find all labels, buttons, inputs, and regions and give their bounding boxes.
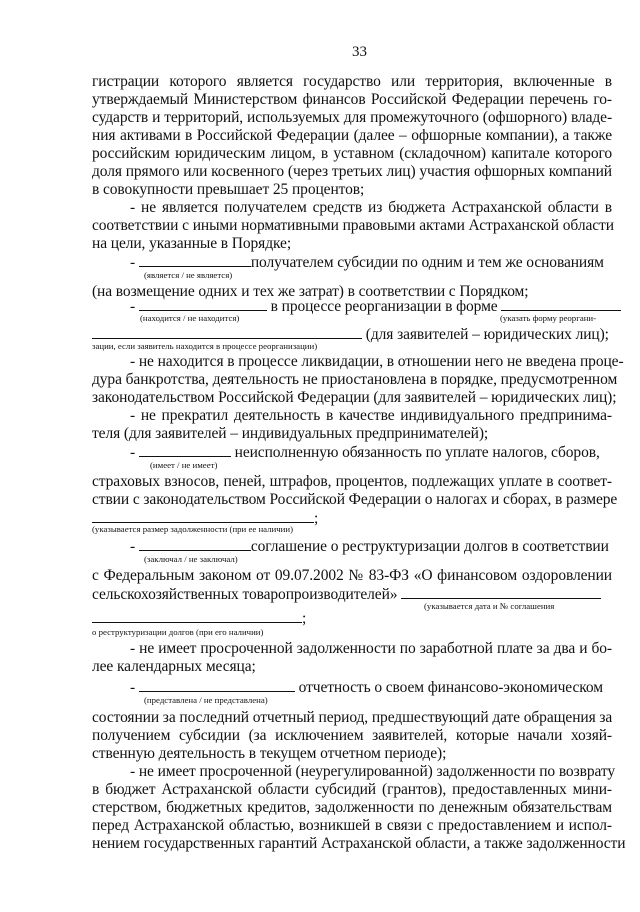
text-line: ственную деятельность в текущем отчетном периоде); [92, 745, 447, 762]
text-span: соглашение о реструктуризации долгов в соответствии [250, 538, 609, 555]
text-line: лее календарных месяца; [92, 658, 256, 675]
blank-field[interactable] [501, 297, 621, 311]
text-line: сударств и территорий, используемых для промежуточного (офшорного) владе- [92, 109, 612, 126]
blank-field[interactable] [139, 678, 295, 692]
blank-field[interactable] [139, 537, 251, 551]
hint-label: (указывается дата и № соглашения [424, 601, 555, 611]
dash: - [130, 298, 136, 315]
hint-label: о реструктуризации долгов (при его наличии) [92, 627, 264, 637]
text-span: отчетность о своем финансово-экономическом [298, 679, 603, 696]
semicolon: ; [302, 610, 307, 627]
hint-label: (заключал / не заключал) [144, 554, 238, 564]
text-line: ствии с законодательством Российской Федерации о налогах и сборах, в размере [92, 491, 618, 508]
text-line: в бюджет Астраханской области субсидий (грантов), предоставленных мини- [92, 781, 612, 798]
blank-field[interactable] [139, 443, 231, 457]
text-span: в процессе реорганизации в форме [270, 298, 498, 315]
hint-label: зации, если заявитель находится в процессе реорганизации) [92, 341, 318, 351]
hint-label: (представлена / не представлена) [144, 695, 268, 705]
blank-field[interactable] [139, 297, 267, 311]
text-line: гистрации которого является государство или территория, включенные в [92, 73, 612, 90]
text-line: на цели, указанные в Порядке; [92, 235, 292, 252]
text-line: доля прямого или косвенного (через третьих лиц) участия офшорных компаний [92, 163, 612, 180]
text-line: - не имеет просроченной задолженности по заработной плате за два и бо- [130, 640, 612, 657]
text-line: перед Астраханской областью, возникшей в связи с предоставлением и испол- [92, 817, 612, 834]
text-line: в совокупности превышает 25 процентов; [92, 181, 365, 198]
fill-line [92, 609, 306, 628]
text-line: страховых взносов, пеней, штрафов, процентов, подлежащих уплате в соответ- [92, 473, 612, 490]
text-line: российским юридическим лицом, в уставном (складочном) капитале которого [92, 145, 612, 162]
dash: - [130, 679, 136, 696]
dash: - [130, 254, 136, 271]
page-number: 33 [352, 44, 367, 60]
text-line: получением субсидии (за исключением заявителей, которые начали хозяй- [92, 727, 612, 744]
text-line: ния активами в Российской Федерации (далее – офшорные компании), а также [92, 127, 612, 144]
text-line: с Федеральным законом от 09.07.2002 № 83-ФЗ «О финансовом оздоровлении [92, 567, 612, 584]
semicolon: ; [314, 510, 319, 527]
hint-label: (находится / не находится) [140, 313, 240, 323]
dash: - [130, 444, 136, 461]
hint-label: (является / не является) [144, 270, 233, 280]
text-span: получателем субсидии по одним и тем же основаниям [250, 254, 604, 271]
hint-label: (указывается размер задолженности (при ее наличии) [92, 524, 294, 534]
blank-field[interactable] [92, 509, 314, 523]
text-line: соответствии с иными нормативными правовыми актами Астраханской области [92, 217, 614, 234]
text-span: неисполненную обязанность по уплате налогов, сборов, [234, 444, 600, 461]
text-line: нением государственных гарантий Астраханской области, а также задолженности [92, 835, 626, 852]
hint-label: (указать форму реоргани- [500, 313, 597, 323]
dash: - [130, 538, 136, 555]
text-span: сельскохозяйственных товаропроизводителей» [92, 586, 398, 603]
blank-field[interactable] [401, 585, 601, 599]
text-line: законодательством Российской Федерации (для заявителей – юридических лиц); [92, 389, 617, 406]
text-line: - не находится в процессе ликвидации, в отношении него не введена проце- [130, 353, 624, 370]
text-line: теля (для заявителей – индивидуальных предпринимателей); [92, 425, 489, 442]
text-line: дура банкротства, деятельность не приостановлена в порядке, предусмотренном [92, 371, 618, 388]
text-line: состоянии за последний отчетный период, предшествующий дате обращения за [92, 709, 613, 726]
hint-label: (имеет / не имеет) [150, 460, 218, 470]
blank-field[interactable] [92, 609, 302, 623]
text-line: утверждаемый Министерством финансов Российской Федерации перечень го- [92, 91, 612, 108]
text-line: (на возмещение одних и тех же затрат) в соответствии с Порядком; [92, 283, 529, 300]
text-line: - не прекратил деятельность в качестве индивидуального предпринима- [130, 407, 612, 424]
text-line: стерством, бюджетных кредитов, задолженности по денежным обязательствам [92, 799, 612, 816]
text-span: (для заявителей – юридических лиц); [365, 326, 609, 343]
text-line: - не является получателем средств из бюджета Астраханской области в [130, 199, 612, 216]
blank-field[interactable] [92, 325, 362, 339]
text-line: - не имеет просроченной (неурегулированной) задолженности по возврату [130, 763, 615, 780]
blank-field[interactable] [139, 253, 251, 267]
